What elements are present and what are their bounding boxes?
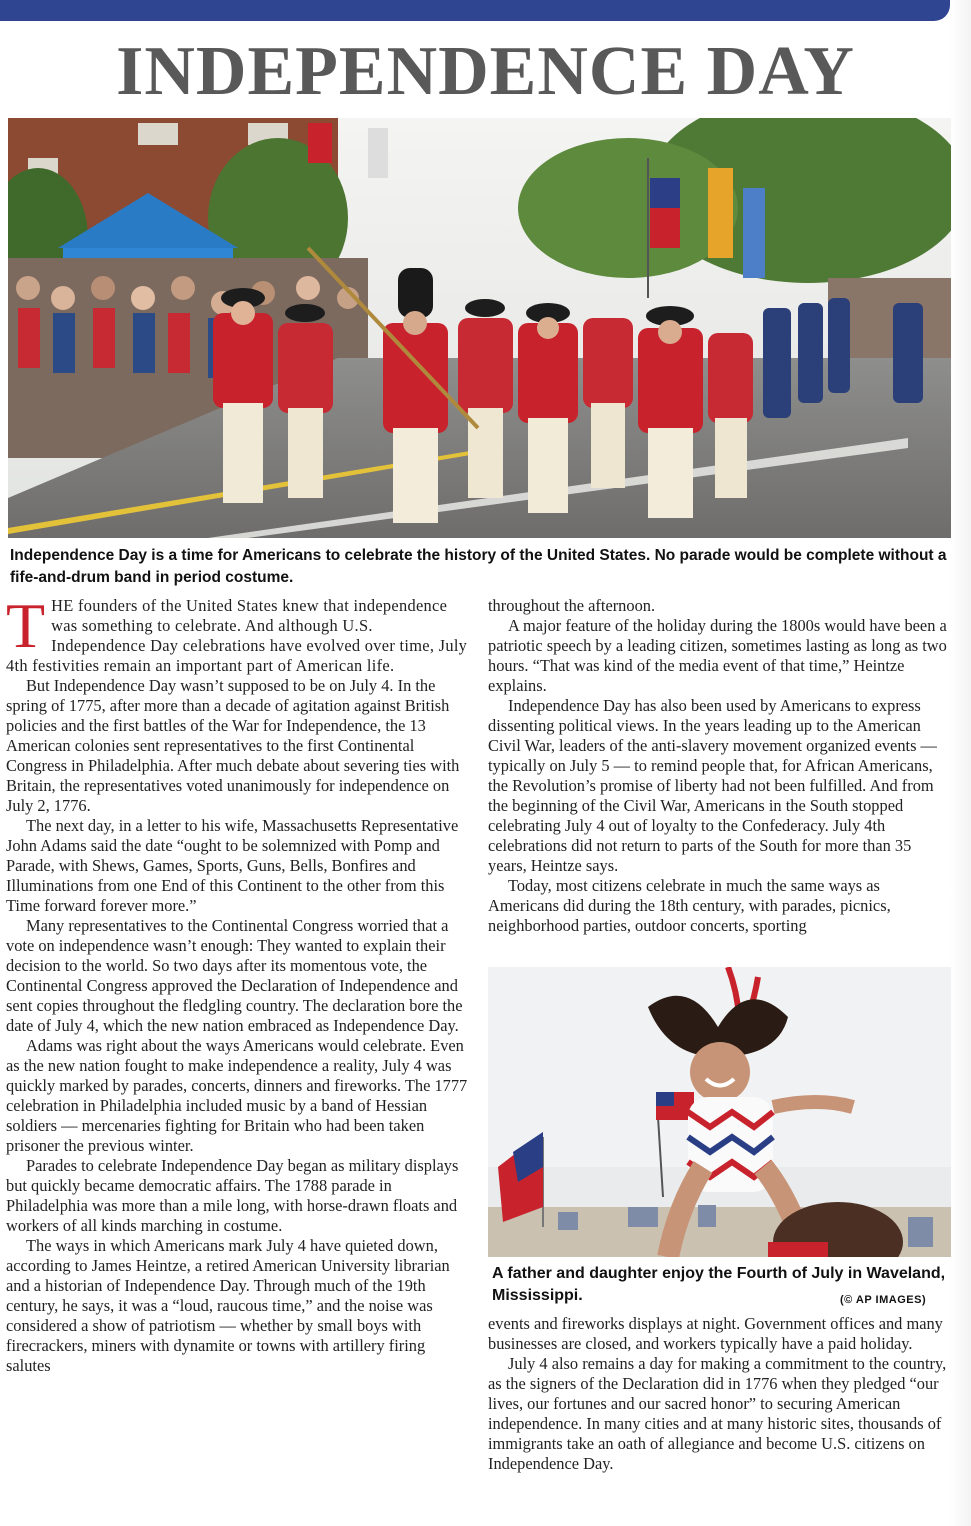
photo-caption-girl: A father and daughter enjoy the Fourth of July in Waveland, Mississippi. <box>492 1265 946 1304</box>
paragraph-9: Independence Day has also been used by Americans to express dissenting political views. In the years leading up to the American Civil War, leaders of the anti-slavery movement organized events — typically on July 5 — to remind people that, for African Americans, the Revolution’s promise of liberty had not been fulfilled. And from the beginning of the Civil War, Americans in the South stopped celebrating July 4 out of loyalty to the Confederacy. July 4th celebrations did not return to parts of the South for more than 35 years, Heintze says. <box>488 696 937 875</box>
paragraph-10: Today, most citizens celebrate in much the same ways as Americans did during the 18th century, with parades, picnics, neighborhood parties, outdoor concerts, sporting <box>488 876 891 935</box>
paragraph-8: A major feature of the holiday during the 1800s would have been a patriotic speech by a leading citizen, sometimes lasting as long as two hours. “That was kind of the media event of that time,” Heintze explains. <box>488 616 947 695</box>
parade-illustration <box>8 118 951 538</box>
paragraph-3: The next day, in a letter to his wife, Massachusetts Representative John Adams said the date “ought to be solemnized with Pomp and Parade, with Shews, Games, Sports, Guns, Bells, Bonfires and Illuminations from one End of this Continent to the other from this Time forward forever more.” <box>6 816 459 915</box>
drop-cap: T <box>6 590 46 661</box>
paragraph-1-text: HE founders of the United States knew that independence was something to celebrate. And although U.S. Independence Day celebrations have evolved over time, July 4th festivities remain an important part of American life. <box>6 596 468 675</box>
paragraph-10-continued: events and fireworks displays at night. Government offices and many businesses are closed, and workers typically have a paid holiday. <box>488 1314 943 1353</box>
paragraph-7: The ways in which Americans mark July 4 have quieted down, according to James Heintze, a retired American University librarian and a historian of Independence Day. Through much of the 19th century, he says, it was a “loud, raucous time,” and the noise was considered a show of patriotism — whether by small boys with firecrackers, miners with dynamite or towns with artillery firing salutes <box>6 1236 450 1375</box>
photo-caption-main: Independence Day is a time for Americans to celebrate the history of the United States. No parade would be complete without a fife-and-drum band in period costume. <box>10 547 947 586</box>
paragraph-4: Many representatives to the Continental Congress worried that a vote on independence wasn’t enough: They wanted to explain their decision to the world. So two days after its momentous vote, the Continental Congress approved the Declaration of Independence and sent copies throughout the fledgling country. The declaration bore the date of July 4, which the new nation embraced as Independence Day. <box>6 916 463 1035</box>
article-column-right-bottom <box>488 1314 950 1474</box>
paragraph-7-continued: throughout the afternoon. <box>488 596 656 615</box>
paragraph-2: But Independence Day wasn’t supposed to be on July 4. In the spring of 1775, after more than a decade of agitation against British policies and the first battles of the War for Independence, the 13 American colonies sent representatives to the first Continental Congress in Philadelphia. After much debate about severing ties with Britain, the representatives voted unanimously for independence on July 2, 1776. <box>6 676 460 815</box>
page-edge-shadow <box>950 0 971 1526</box>
headline: INDEPENDENCE DAY <box>116 33 855 110</box>
paragraph-6: Parades to celebrate Independence Day began as military displays but quickly became democratic affairs. The 1788 parade in Philadelphia was more than a mile long, with horse-drawn floats and workers of all kinds marching in costume. <box>6 1156 459 1235</box>
paragraph-1 <box>6 590 468 676</box>
father-daughter-photo <box>488 967 951 1257</box>
top-banner-bar <box>0 0 950 21</box>
article-column-left <box>6 590 468 1376</box>
paragraph-11: July 4 also remains a day for making a commitment to the country, as the signers of the Declaration did in 1776 when they pledged “our lives, our fortunes and our sacred honor” to securing American independence. In many cities and at many historic sites, thousands of immigrants take an oath of allegiance and become U.S. citizens on Independence Day. <box>488 1354 947 1473</box>
photo-credit: (© AP IMAGES) <box>840 1294 927 1306</box>
father-daughter-illustration <box>488 967 951 1257</box>
parade-photo <box>8 118 951 538</box>
paragraph-5: Adams was right about the ways Americans would celebrate. Even as the new nation fought to make independence a reality, July 4 was quickly marked by parades, concerts, dinners and fireworks. The 1777 celebration in Philadelphia included music by a band of Hessian soldiers — mercenaries fighting for Britain who had been taken prisoner the previous winter. <box>6 1036 468 1155</box>
article-column-right-top <box>488 596 950 936</box>
